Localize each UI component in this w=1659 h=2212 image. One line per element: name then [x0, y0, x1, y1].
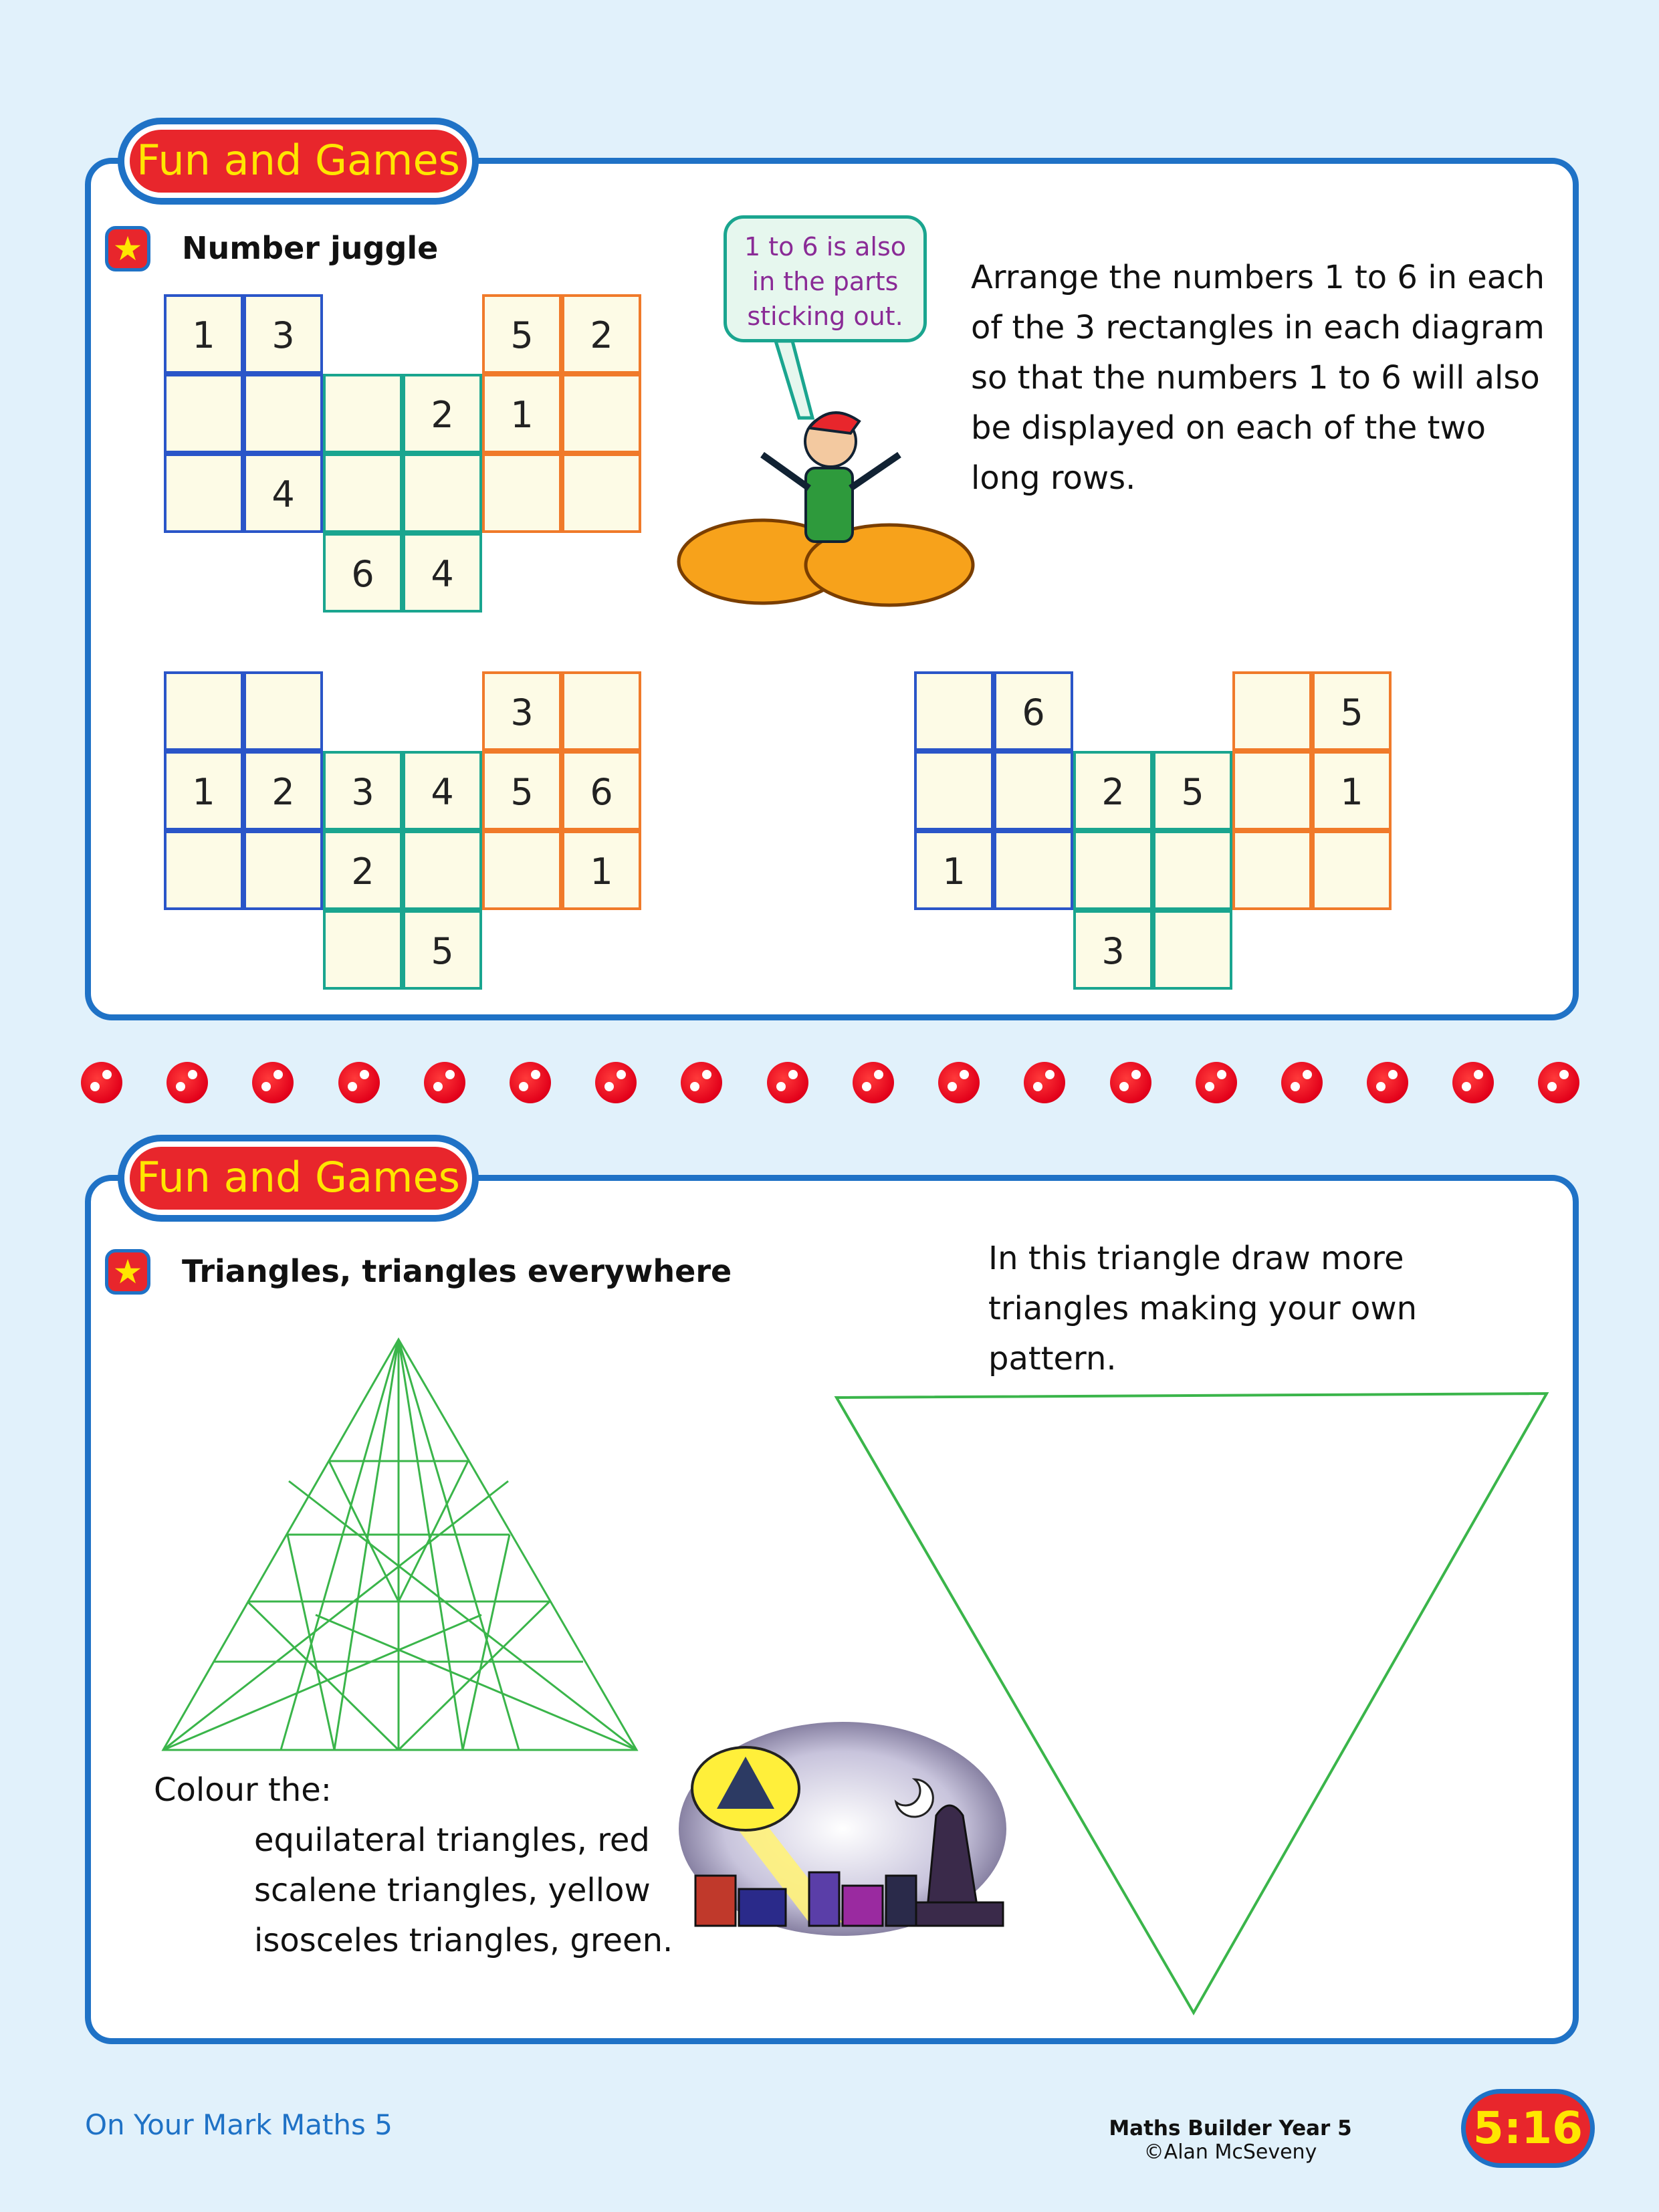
grid-cell[interactable]: 1 — [562, 831, 641, 910]
grid-cell[interactable] — [164, 831, 243, 910]
grid-cell[interactable] — [482, 453, 562, 533]
section-heading-number-juggle: Number juggle — [182, 230, 439, 266]
draw-instruction-line: triangles making your own — [988, 1290, 1418, 1327]
grid-cell[interactable] — [164, 671, 243, 751]
grid-cell[interactable] — [1073, 831, 1153, 910]
red-dot-icon — [938, 1062, 980, 1103]
grid-cell[interactable]: 6 — [994, 671, 1073, 751]
grid-cell[interactable] — [994, 831, 1073, 910]
footer-book-title: Maths Builder Year 5 — [1109, 2116, 1352, 2140]
grid-cell[interactable] — [914, 751, 994, 831]
grid-cell[interactable]: 1 — [164, 751, 243, 831]
red-dot-icon — [1110, 1062, 1151, 1103]
grid-cell[interactable] — [482, 831, 562, 910]
grid-cell[interactable]: 5 — [1312, 671, 1392, 751]
speech-bubble — [724, 215, 927, 342]
tab-label: Fun and Games — [136, 136, 460, 185]
grid-cell[interactable] — [562, 453, 641, 533]
patterned-triangle-diagram — [160, 1334, 642, 1762]
colour-instructions — [154, 1765, 756, 1966]
grid-cell[interactable] — [243, 831, 323, 910]
colour-item: equilateral triangles, red — [254, 1821, 650, 1859]
grid-cell[interactable] — [164, 374, 243, 453]
red-dot-icon — [510, 1062, 551, 1103]
colour-item: scalene triangles, yellow — [254, 1872, 651, 1909]
inverted-triangle-drawing-area[interactable] — [833, 1391, 1555, 2019]
grid-cell[interactable]: 4 — [243, 453, 323, 533]
star-icon: ★ — [112, 229, 143, 268]
grid-cell[interactable] — [323, 374, 403, 453]
grid-cell[interactable] — [403, 831, 482, 910]
grid-cell[interactable] — [1232, 831, 1312, 910]
instruction-line: long rows. — [971, 459, 1136, 497]
colour-item: isosceles triangles, green. — [254, 1922, 673, 1959]
red-dot-icon — [1452, 1062, 1494, 1103]
grid-cell[interactable]: 6 — [323, 533, 403, 613]
bubble-line: in the parts — [752, 267, 899, 296]
red-dot-icon — [167, 1062, 208, 1103]
grid-cell[interactable]: 5 — [482, 294, 562, 374]
draw-instructions — [988, 1234, 1563, 1384]
red-dot-icon — [424, 1062, 465, 1103]
grid-cell[interactable]: 3 — [482, 671, 562, 751]
bubble-line: 1 to 6 is also — [744, 232, 907, 261]
grid-cell[interactable] — [562, 374, 641, 453]
grid-cell[interactable]: 6 — [562, 751, 641, 831]
red-dot-icon — [338, 1062, 380, 1103]
instruction-line: of the 3 rectangles in each diagram — [971, 309, 1545, 346]
grid-cell[interactable] — [1232, 671, 1312, 751]
grid-cell[interactable]: 2 — [403, 374, 482, 453]
footer-copyright: ©Alan McSeveny — [1143, 2140, 1317, 2164]
grid-cell[interactable] — [562, 671, 641, 751]
instruction-line: so that the numbers 1 to 6 will also — [971, 359, 1540, 397]
grid-cell[interactable] — [914, 671, 994, 751]
star-badge-bottom — [105, 1249, 150, 1295]
page-number: 5:16 — [1472, 2102, 1583, 2154]
grid-cell[interactable]: 1 — [1312, 751, 1392, 831]
red-dot-icon — [767, 1062, 808, 1103]
grid-cell[interactable]: 2 — [562, 294, 641, 374]
red-dot-icon — [1538, 1062, 1579, 1103]
instruction-line: be displayed on each of the two — [971, 409, 1486, 447]
grid-cell[interactable]: 2 — [323, 831, 403, 910]
red-dot-icon — [81, 1062, 122, 1103]
instruction-line: Arrange the numbers 1 to 6 in each — [971, 259, 1545, 296]
page-number-badge — [1461, 2089, 1595, 2168]
colour-title: Colour the: — [154, 1771, 332, 1809]
red-dot-icon — [1024, 1062, 1065, 1103]
grid-cell[interactable] — [403, 453, 482, 533]
number-juggle-instructions — [971, 253, 1573, 504]
fun-and-games-tab-top — [124, 124, 472, 198]
grid-cell[interactable] — [243, 671, 323, 751]
grid-cell[interactable] — [243, 374, 323, 453]
star-icon: ★ — [112, 1252, 143, 1291]
grid-cell[interactable]: 4 — [403, 751, 482, 831]
grid-cell[interactable]: 3 — [1073, 910, 1153, 990]
grid-cell[interactable] — [323, 453, 403, 533]
grid-cell[interactable]: 4 — [403, 533, 482, 613]
bubble-line: sticking out. — [747, 302, 903, 331]
fun-and-games-tab-bottom — [124, 1141, 472, 1215]
red-dot-icon — [1367, 1062, 1408, 1103]
grid-cell[interactable]: 1 — [914, 831, 994, 910]
grid-cell[interactable] — [164, 453, 243, 533]
draw-instruction-line: In this triangle draw more — [988, 1240, 1404, 1277]
grid-cell[interactable]: 1 — [164, 294, 243, 374]
section-heading-triangles: Triangles, triangles everywhere — [182, 1253, 732, 1289]
star-badge-top — [105, 226, 150, 271]
grid-cell[interactable]: 5 — [403, 910, 482, 990]
grid-cell[interactable] — [1312, 831, 1392, 910]
grid-cell[interactable] — [323, 910, 403, 990]
red-dot-icon — [681, 1062, 722, 1103]
red-dot-icon — [1196, 1062, 1237, 1103]
red-dot-icon — [853, 1062, 894, 1103]
grid-cell[interactable]: 5 — [1153, 751, 1232, 831]
grid-cell[interactable]: 5 — [482, 751, 562, 831]
grid-cell[interactable] — [1153, 910, 1232, 990]
draw-instruction-line: pattern. — [988, 1340, 1117, 1377]
tab-label: Fun and Games — [136, 1153, 460, 1202]
grid-cell[interactable] — [1153, 831, 1232, 910]
footer-book-info — [1103, 2116, 1357, 2164]
grid-cell[interactable]: 2 — [243, 751, 323, 831]
red-dot-icon — [595, 1062, 637, 1103]
footer-series-title: On Your Mark Maths 5 — [85, 2108, 393, 2141]
grid-cell[interactable]: 1 — [482, 374, 562, 453]
red-dot-icon — [1281, 1062, 1323, 1103]
grid-cell[interactable] — [994, 751, 1073, 831]
grid-cell[interactable]: 3 — [243, 294, 323, 374]
grid-cell[interactable] — [1232, 751, 1312, 831]
cartoon-character-illustration — [675, 334, 976, 615]
grid-cell[interactable]: 2 — [1073, 751, 1153, 831]
grid-cell[interactable]: 3 — [323, 751, 403, 831]
red-dot-icon — [252, 1062, 294, 1103]
